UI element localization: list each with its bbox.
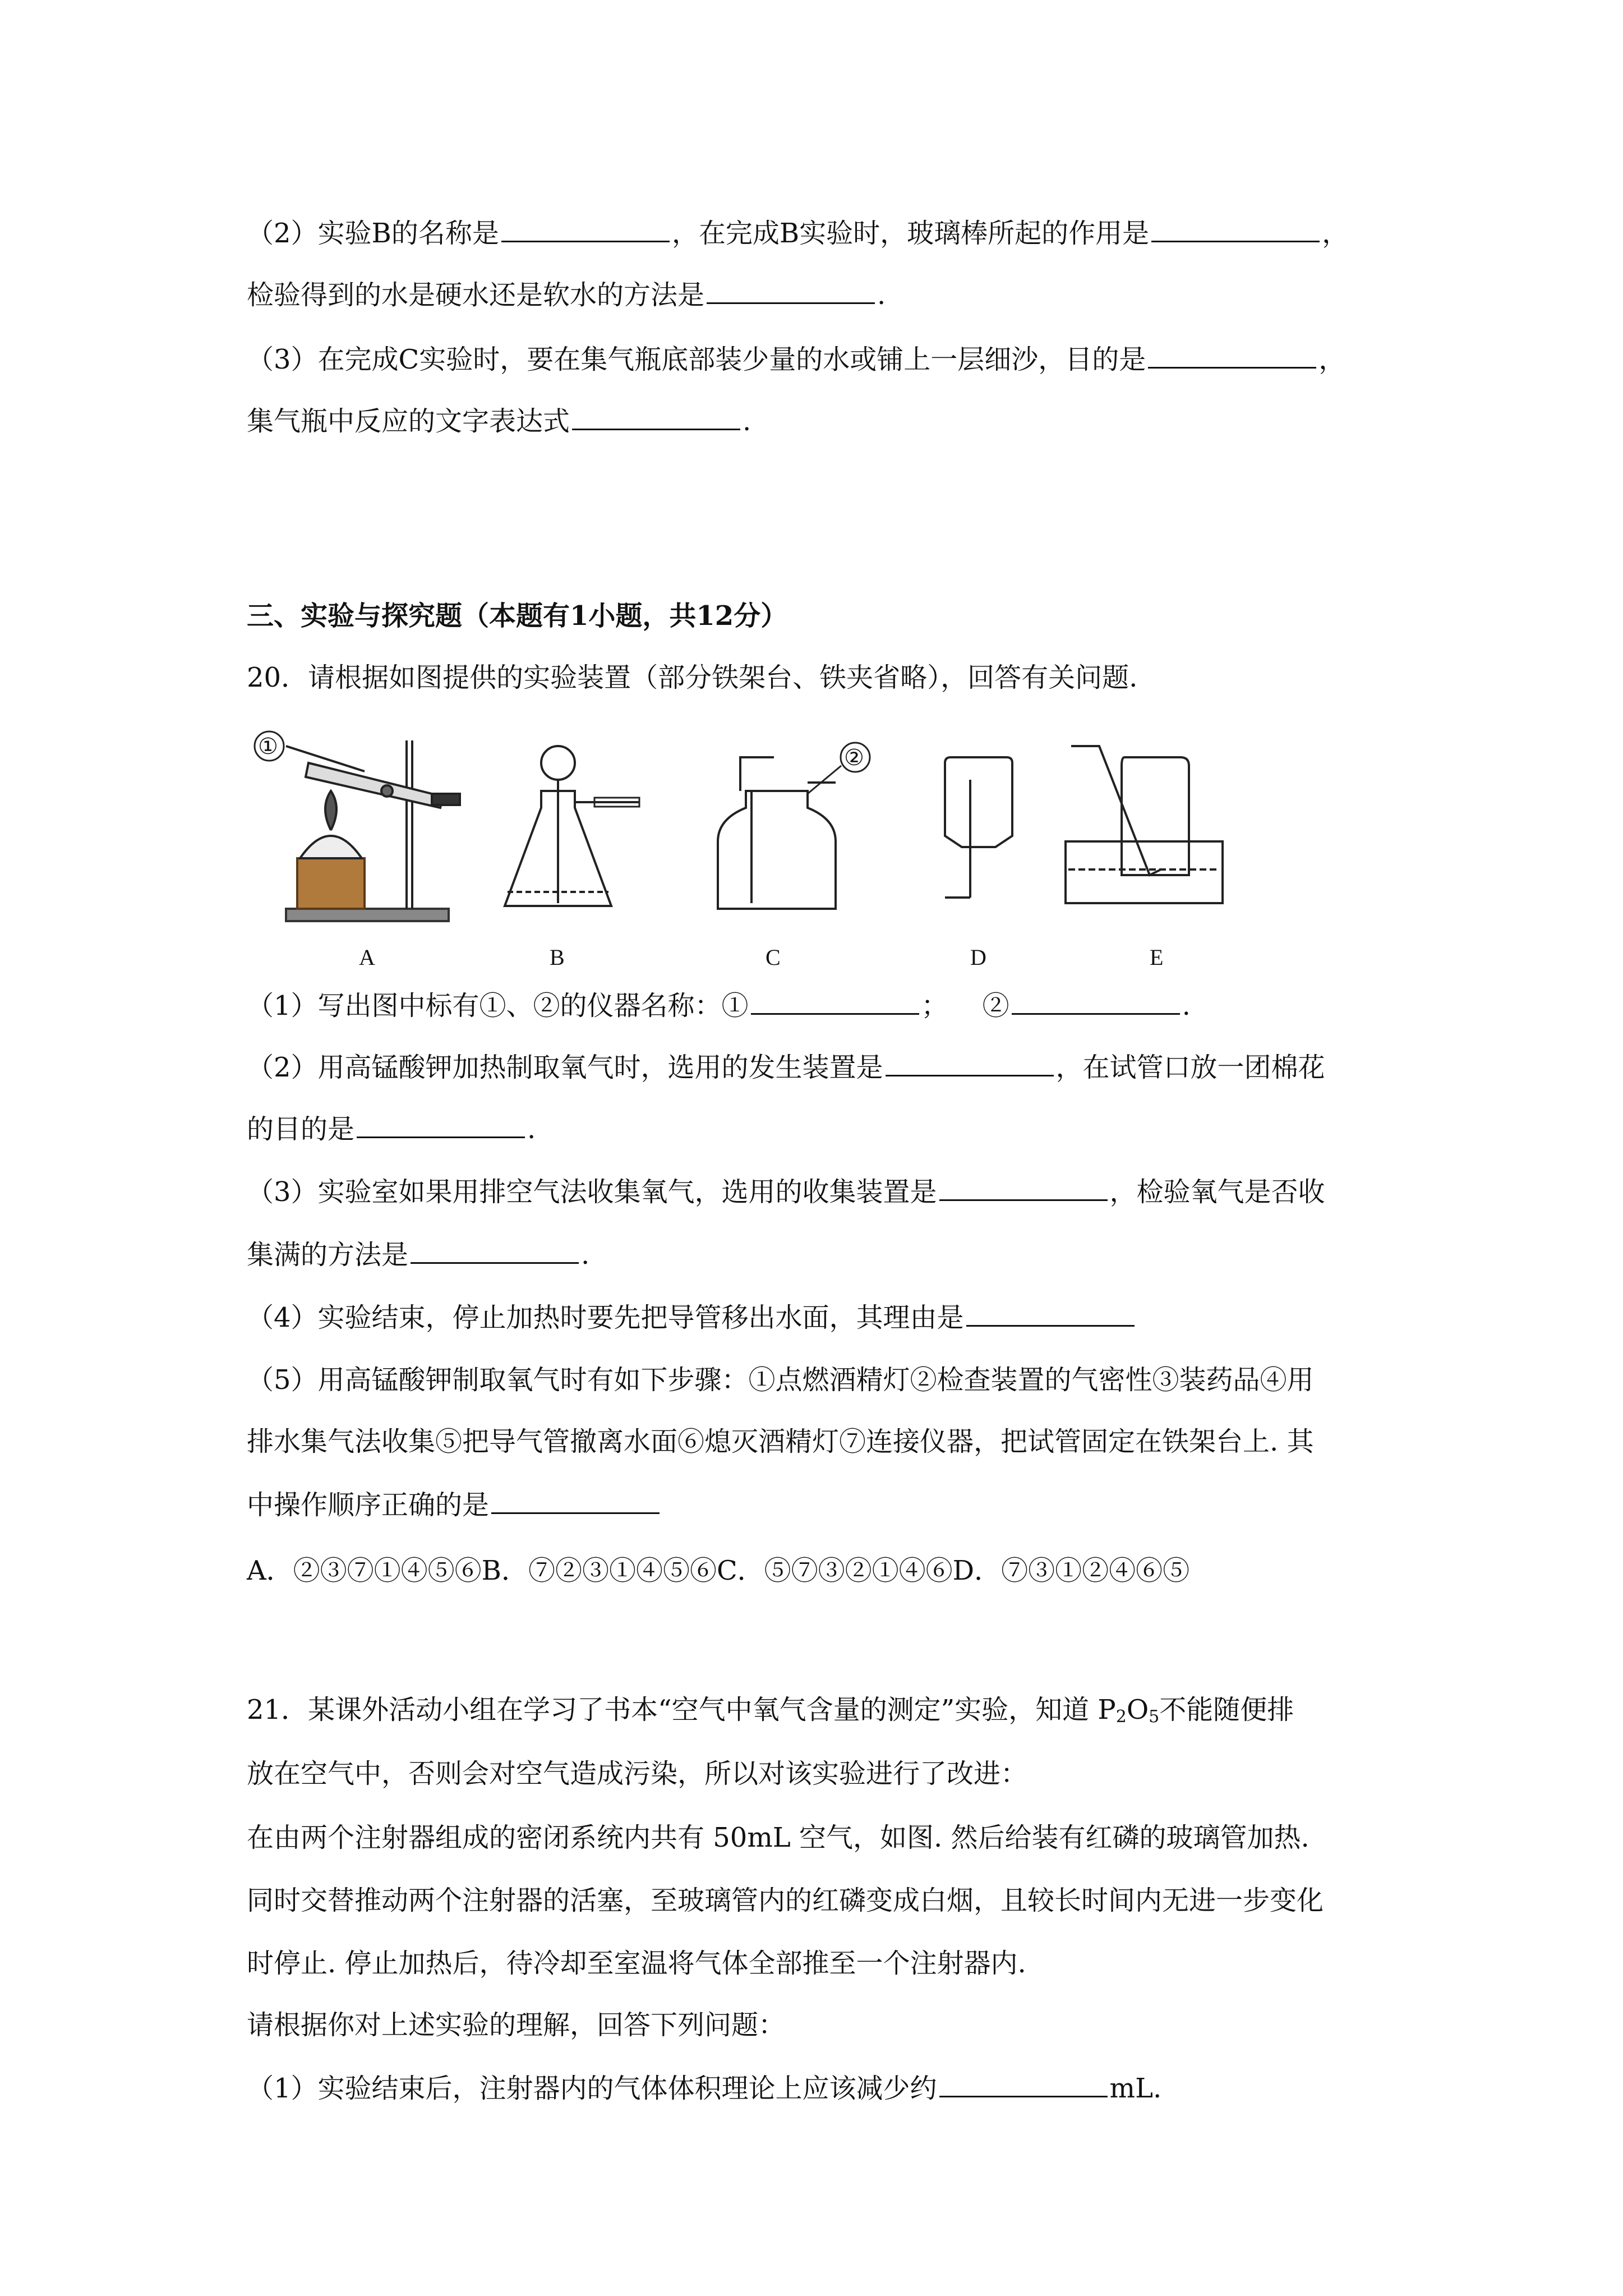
apparatus-b bbox=[505, 746, 639, 970]
answer-blank[interactable] bbox=[939, 2071, 1108, 2097]
answer-blank[interactable] bbox=[357, 1112, 525, 1138]
answer-blank[interactable] bbox=[1151, 216, 1320, 242]
q21-line1: 21．某课外活动小组在学习了书本“空气中氧气含量的测定”实验，知道 $P_2O_5$不能随便排 bbox=[247, 1694, 1294, 1727]
marker-1: ① bbox=[258, 734, 278, 759]
q19-part3-line2: 集气瓶中反应的文字表达式 . bbox=[247, 404, 751, 438]
q21-line3: 在由两个注射器组成的密闭系统内共有 50mL 空气，如图. 然后给装有红磷的玻璃管加热. bbox=[247, 1822, 1310, 1853]
q19-part2-line2: 检验得到的水是硬水还是软水的方法是 . bbox=[247, 278, 886, 312]
apparatus-a bbox=[255, 731, 460, 970]
figure-label-b: B bbox=[550, 945, 565, 970]
section-heading: 三、实验与探究题（本题有1小题，共12分） bbox=[247, 600, 788, 632]
apparatus-e bbox=[1066, 746, 1223, 970]
q21-line6: 请根据你对上述实验的理解，回答下列问题： bbox=[247, 2009, 786, 2041]
answer-blank[interactable] bbox=[491, 1488, 660, 1514]
q21-line2: 放在空气中，否则会对空气造成污染，所以对该实验进行了改进： bbox=[247, 1758, 1028, 1789]
apparatus-figure bbox=[247, 724, 1279, 970]
q20-part1: （1）写出图中标有①、②的仪器名称：① ； ② . bbox=[247, 988, 1191, 1023]
answer-blank[interactable] bbox=[707, 278, 875, 304]
apparatus-c bbox=[718, 743, 870, 970]
q20-part3-line1: （3）实验室如果用排空气法收集氧气，选用的收集装置是 ，检验氧气是否收 bbox=[247, 1175, 1325, 1209]
answer-blank[interactable] bbox=[751, 988, 919, 1015]
answer-blank[interactable] bbox=[572, 404, 740, 430]
answer-blank[interactable] bbox=[1148, 342, 1316, 369]
q21-line5: 时停止. 停止加热后，待冷却至室温将气体全部推至一个注射器内. bbox=[247, 1948, 1026, 1979]
answer-blank[interactable] bbox=[939, 1175, 1108, 1201]
q20-part2-line2: 的目的是 . bbox=[247, 1112, 536, 1146]
q21-line4: 同时交替推动两个注射器的活塞，至玻璃管内的红磷变成白烟，且较长时间内无进一步变化 bbox=[247, 1885, 1324, 1916]
q19-part2-line1: （2）实验B的名称是 ，在完成B实验时，玻璃棒所起的作用是 ， bbox=[247, 216, 1349, 250]
answer-blank[interactable] bbox=[411, 1237, 579, 1264]
q20-stem: 20．请根据如图提供的实验装置（部分铁架台、铁夹省略），回答有关问题. bbox=[247, 662, 1138, 693]
figure-label-a: A bbox=[359, 945, 375, 970]
q20-part5-line1: （5）用高锰酸钾制取氧气时有如下步骤：①点燃酒精灯②检查装置的气密性③装药品④用 bbox=[247, 1364, 1314, 1396]
q20-part4: （4）实验结束，停止加热时要先把导管移出水面，其理由是 bbox=[247, 1300, 1137, 1335]
q21-part1: （1）实验结束后，注射器内的气体体积理论上应该减少约 mL. bbox=[247, 2071, 1161, 2105]
q19-part3-line1: （3）在完成C实验时，要在集气瓶底部装少量的水或铺上一层细沙，目的是 ， bbox=[247, 342, 1345, 376]
answer-blank[interactable] bbox=[1012, 988, 1180, 1015]
q20-part5-line2: 排水集气法收集⑤把导气管撤离水面⑥熄灭酒精灯⑦连接仪器，把试管固定在铁架台上. 其 bbox=[247, 1426, 1314, 1457]
figure-label-d: D bbox=[970, 945, 986, 970]
q20-options: A．②③⑦①④⑤⑥B．⑦②③①④⑤⑥C．⑤⑦③②①④⑥D．⑦③①②④⑥⑤ bbox=[247, 1555, 1190, 1586]
q20-part3-line2: 集满的方法是 . bbox=[247, 1237, 589, 1272]
q20-part2-line1: （2）用高锰酸钾加热制取氧气时，选用的发生装置是 ，在试管口放一团棉花 bbox=[247, 1050, 1325, 1084]
answer-blank[interactable] bbox=[501, 216, 670, 242]
answer-blank[interactable] bbox=[966, 1300, 1135, 1327]
marker-2: ② bbox=[844, 745, 864, 770]
q20-part5-line3: 中操作顺序正确的是 bbox=[247, 1488, 662, 1522]
answer-blank[interactable] bbox=[886, 1050, 1054, 1076]
figure-label-e: E bbox=[1150, 945, 1164, 970]
figure-label-c: C bbox=[766, 945, 781, 970]
apparatus-d bbox=[945, 757, 1012, 970]
